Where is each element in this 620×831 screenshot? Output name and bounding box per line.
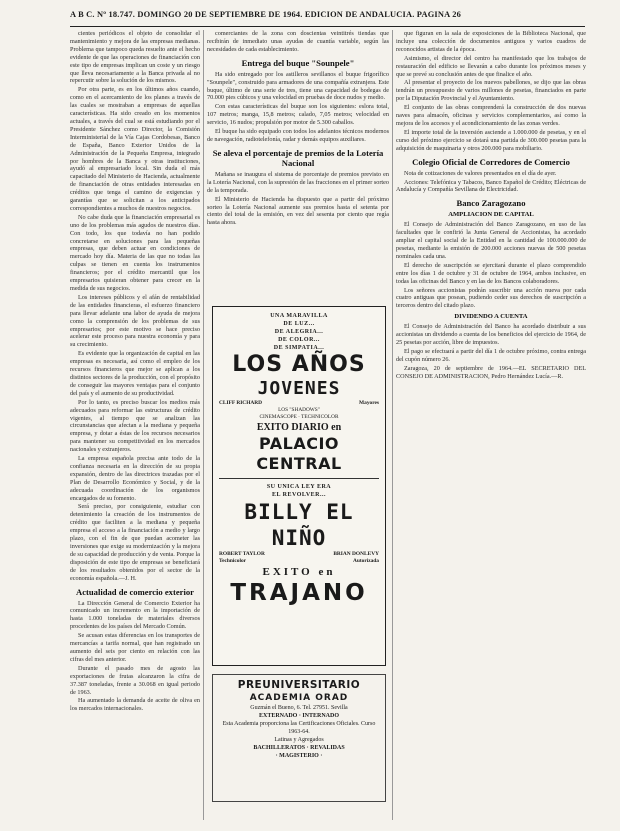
- header-rule: [70, 26, 585, 27]
- cast-name: LOS "SHADOWS": [278, 407, 320, 413]
- cast-name: BRIAN DONLEVY: [333, 551, 379, 557]
- paragraph: El pago se efectuará a partir del día 1 de octubre próximo, contra entrega del cupón número 26.: [396, 348, 586, 363]
- rating-label: Mayores: [359, 400, 379, 406]
- paragraph: La Dirección General de Comercio Exterior ha comunicado un incremento en la importación de hasta 1.000 toneladas de materiales diversos procedentes de los países del Mercado Común.: [70, 599, 200, 631]
- cast-row: [219, 551, 379, 558]
- section-heading: Banco Zaragozano: [456, 198, 526, 209]
- paragraph: Durante el pasado mes de agosto las exportaciones de frutas alcanzaron la cifra de 37.387 toneladas, frente a 30.068 en igual periodo de 1963.: [70, 664, 200, 696]
- academy-advertisement: [212, 674, 386, 802]
- ad-line: Latinas y Agregados: [274, 737, 324, 743]
- ad-line: · MAGISTERIO ·: [275, 753, 323, 759]
- paragraph: El importe total de la inversión asciende a 1.000.000 de pesetas, y en el curso del próximo ejercicio se dotará una partida de 300.000 pesetas para la adquisición de maquinaria y otros 200.000 para mobiliario.: [396, 128, 586, 152]
- column-divider: [392, 30, 393, 820]
- paragraph: Mañana se inaugura el sistema de porcentaje de premios previsto en la Lotería Nacional, con la supresión de las fracciones en el primer sorteo de la temporada.: [207, 170, 389, 194]
- format-row: [219, 558, 379, 565]
- ad-line: BACHILLERATOS · REVALIDAS: [253, 745, 345, 751]
- film-title: JOVENES: [257, 378, 341, 399]
- ad-tagline: SU UNICA LEY ERA: [266, 484, 332, 490]
- cast-name: CLIFF RICHARD: [219, 400, 263, 406]
- ad-tagline: DE SIMPATIA...: [273, 345, 325, 351]
- ad-tagline: DE COLOR...: [278, 337, 320, 343]
- paragraph: Con estas características del buque son los siguientes: eslora total, 107 metros; manga, 15,8 metros; calado, 7,05 metros; velocidad en servicio, 16 nudos; propulsión por motor de 5.300 caballos.: [207, 103, 389, 127]
- paragraph: Los intereses públicos y el afán de rentabilidad de las entidades financieras, el esfuerzo financiero para llevar adelante una labor de ayuda de mejora como la comprensión de los problemas de sus empresarios; por este motivo se hace preciso acelerar este proceso para nuestra economía y para su crecimiento.: [70, 293, 200, 349]
- paragraph: Asimismo, el director del centro ha manifestado que los trabajos de restauración del edificio se llevarán a cabo durante los próximos meses y que se prevé su conclusión antes de que finalice el año.: [396, 54, 586, 78]
- ad-tagline: EL REVOLVER...: [271, 492, 326, 498]
- film-title: BILLY EL NIÑO: [244, 500, 354, 550]
- cinema-advertisement: [212, 306, 386, 666]
- paragraph: cientes periódicos el objeto de consolidar el mantenimiento y mejora de las empresas medianas. Problema que tampoco queda resuelto ante el hecho evidente de que las operaciones de financiación con este tipo de empresas implican un coste y un riesgo que lleva necesariamente a la Banca privada al no repercutir sobre la solución de los mismos.: [70, 30, 200, 85]
- paragraph: Acciones: Telefónica y Tabacos, Banco Español de Crédito; Eléctricas de Andalucía y Compañía Sevillana de Electricidad.: [396, 178, 586, 194]
- paragraph: Se acusan estas diferencias en los transportes de mercancías a tarifa normal, que han registrado un aumento del seis por ciento en relación con las cifras del mes anterior.: [70, 632, 200, 663]
- paragraph: Zaragoza, 20 de septiembre de 1964.—EL SECRETARIO DEL CONSEJO DE ADMINISTRACION, Pedro Hernández Lucía.—R.: [396, 364, 586, 380]
- success-label: EXITO DIARIO en: [256, 422, 342, 433]
- paragraph: Es evidente que la organización de capital en las empresas es necesaria, así como el empleo de los recursos financieros que mejor se aplican a los distintos sectores de la producción, con el propósito de conseguir las mayores ventajas para el conjunto del país y el aumento de su productividad.: [70, 350, 200, 397]
- ad-tagline: DE LUZ...: [283, 321, 315, 327]
- column-right: [396, 30, 586, 820]
- film-title: LOS AÑOS: [232, 352, 366, 377]
- paragraph: Nota de cotizaciones de valores presentados en el día de ayer.: [404, 169, 557, 177]
- ad-subheadline: ACADEMIA ORAD: [249, 693, 349, 703]
- section-heading: Se aleva el porcentaje de premios de la Lotería Nacional: [212, 147, 384, 168]
- film-format: CINEMASCOPE · TECHNICOLOR: [259, 414, 339, 420]
- section-heading: Actualidad de comercio exterior: [76, 586, 194, 597]
- section-heading: Colegio Oficial de Corredores de Comercio: [412, 156, 570, 167]
- theatre-name: TRAJANO: [230, 580, 368, 606]
- paragraph: Por otra parte, es en los últimos años cuando, como en el acercamiento de los planes a través de las cuales se mostraban a empresas de aquellas características. Ha sido creado en los momentos actuales, a través del cual se está estudiando por el Presidente Sánchez como Director, la Comisión Interministerial de la Vía Cajas Cordobesas, Banco de España, Banco Exterior Unidos de la Administración de la Pequeña Empresa, integrado por hombres de la Banca y otras instituciones, ayudó al empresariado local. Sin duda el más capacitado del Ministerio de Hacienda, actualmente de financiación de otras entidades interesadas en créditos que tenga el camino de exigencias y garantías que se solicitan a los anticipados correspondientes a muchos de nuestros negocios.: [70, 86, 200, 212]
- column-divider: [203, 30, 204, 820]
- paragraph: El derecho de suscripción se ejercitará durante el plazo comprendido entre los días 1 de octubre y 31 de octubre de 1964, ambos inclusive, en todas las oficinas del Banco y en las de los Bancos colaboradores.: [396, 261, 586, 285]
- paragraph: El Consejo de Administración del Banco ha acordado distribuir a sus accionistas un dividendo a cuenta de los beneficios del ejercicio de 1964, de 25 pesetas por acción, libre de impuestos.: [396, 323, 586, 347]
- ad-address: Guzmán el Bueno, 6. Tel. 27951. Sevilla: [250, 705, 348, 711]
- ad-divider: [219, 478, 379, 479]
- success-label: EXITO en: [262, 566, 336, 578]
- paragraph: No cabe duda que la financiación empresarial es uno de los problemas más agudos de nuestros días. Con todo, los que todavía no han podido concretarse en soluciones para las pequeñas empresas, que deben actuar en condiciones de mercado hoy día. Materia de las que no todas las culpas se tienen en cuenta los instrumentos financieros; por el crédito mercantil que los empresarios quisieran obtener para crecer en la medida de sus negocios.: [70, 213, 200, 292]
- paragraph: Ha aumentado la demanda de aceite de oliva en los mercados internacionales.: [70, 697, 200, 713]
- paragraph: Los señores accionistas podrán suscribir una acción nueva por cada cuatro antiguas que posean, pudiendo ceder sus derechos de suscripción a terceros dentro del citado plazo.: [396, 286, 586, 310]
- paragraph: Por lo tanto, es preciso buscar los medios más adecuados para reformar las estructuras de crédito vigentes, al tiempo que se analizan las circunstancias que afectan a la mediana y pequeña empresa, y dotar a éstas de los recursos necesarios para mantener su competitividad en los mercados nacionales y extranjeros.: [70, 398, 200, 454]
- rating-label: Autorizada: [352, 558, 379, 564]
- section-subheading: DIVIDENDO A CUENTA: [454, 313, 528, 321]
- cast-name: ROBERT TAYLOR: [219, 551, 265, 557]
- paragraph: La empresa española precisa ante todo de la confianza necesaria en la dirección de su propia expansión, dentro de las directrices trazadas por el Plan de Desarrollo Económico y Social, y de la adecuada coordinación de los organismos encargados de su fomento.: [70, 455, 200, 502]
- paragraph: El Consejo de Administración del Banco Zaragozano, en uso de las facultades que le confirió la Junta General de Accionistas, ha acordado ampliar el capital social de la Entidad en la cantidad de 100.000.000 de pesetas, mediante la emisión de 200.000 acciones nuevas de 500 pesetas nominales cada una.: [396, 221, 586, 260]
- column-left: [70, 30, 200, 820]
- theatre-name: PALACIO CENTRAL: [256, 434, 342, 473]
- column-middle: [207, 30, 389, 330]
- cast-row: [219, 400, 379, 407]
- ad-headline: PREUNIVERSITARIO: [237, 679, 361, 691]
- section-heading: Entrega del buque "Sounpele": [241, 57, 355, 68]
- page-header: A B C. Nº 18.747. DOMINGO 20 DE SEPTIEMBRE DE 1964. EDICION DE ANDALUCIA. PAGINA 26: [70, 10, 461, 19]
- paragraph: El conjunto de las obras comprenderá la construcción de dos nuevas naves para almacén, oficinas y servicios complementarios, así como la mejora de los accesos y el acondicionamiento de las zonas verdes.: [396, 104, 586, 127]
- paragraph: El buque ha sido equipado con todos los adelantos técnicos modernos de navegación, radiotelefonía, radar y demás equipos auxiliares.: [207, 128, 389, 143]
- paragraph: comerciantes de la zona con doscientas veintitrés tiendas que recibirán de inmediato unas ayudas de cuantía variable, según las necesidades de cada establecimiento.: [207, 30, 389, 53]
- film-format: Technicolor: [219, 558, 247, 564]
- paragraph: Será preciso, por consiguiente, estudiar con detenimiento la creación de los instrumentos de crédito que faciliten a la mediana y pequeña empresa el acceso a la financiación a medio y largo plazo, con el fin de que puedan acometer las inversiones que exige su modernización y la mejora de su capacidad de producción y de venta. Porque la disposición de este tipo de empresas se beneficiará de los resultados obtenidos por el sector de la economía española.—J. H.: [70, 503, 200, 582]
- ad-tagline: UNA MARAVILLA: [270, 313, 328, 319]
- paragraph: que figuran en la sala de exposiciones de la Biblioteca Nacional, que incluye una colección de documentos antiguos y varios cuadros de reconocidos artistas de la época.: [396, 30, 586, 53]
- ad-line: Esta Academia proporciona las Certificaciones Oficiales. Curso 1963-64.: [222, 721, 376, 735]
- paragraph: Ha sido entregado por los astilleros sevillanos el buque frigorífico "Sounpele", construido para armadores de una compañía extranjera. Este buque, último de una serie de tres, tiene una capacidad de bodegas de 70.000 pies cúbicos y una velocidad en pruebas de doce nudos y medio.: [207, 70, 389, 102]
- ad-line: EXTERNADO · INTERNADO: [258, 713, 339, 719]
- section-subheading: AMPLIACION DE CAPITAL: [448, 211, 534, 219]
- paragraph: Al presentar el proyecto de los nuevos pabellones, se dijo que las obras tendrán un presupuesto de varios millones de pesetas, financiados en parte por la Diputación Provincial y el Ayuntamiento.: [396, 79, 586, 103]
- ad-tagline: DE ALEGRIA...: [274, 329, 324, 335]
- paragraph: El Ministerio de Hacienda ha dispuesto que a partir del próximo sorteo la Lotería Nacional aumente sus premios hasta el setenta por ciento del total de la emisión, en vez del sesenta por ciento que regía hasta ahora.: [207, 195, 389, 227]
